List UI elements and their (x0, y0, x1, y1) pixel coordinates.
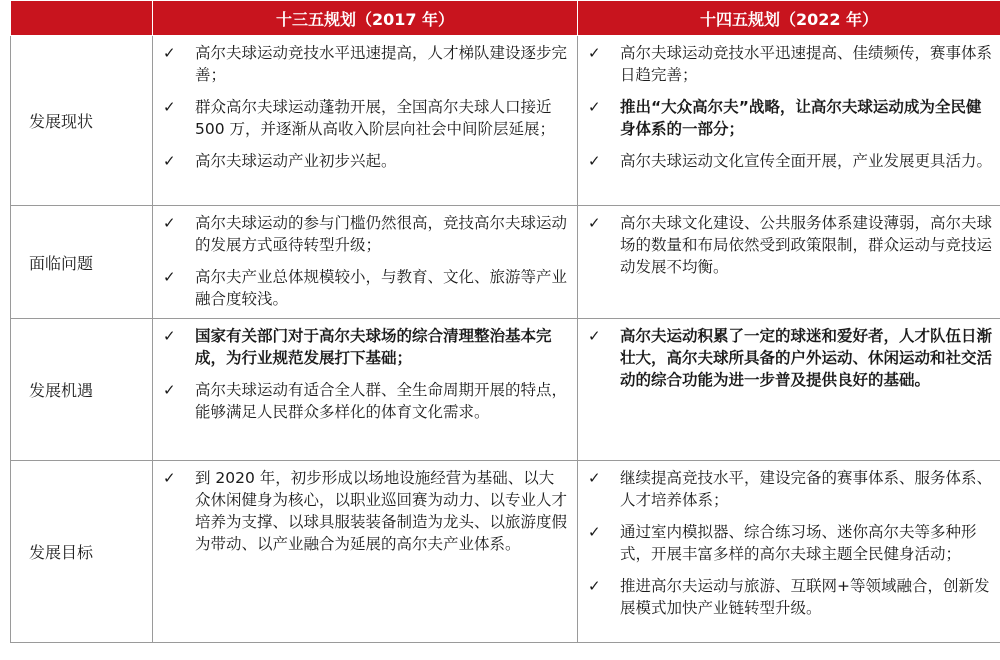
list-item (161, 467, 569, 555)
checkmark-icon: ✓ (588, 327, 601, 345)
header-row (11, 1, 1000, 36)
row-label: 发展目标 (11, 461, 153, 643)
item-text: 高尔夫球运动文化宣传全面开展，产业发展更具活力。 (620, 152, 993, 170)
cell-14th-plan (578, 461, 1000, 643)
list-item (586, 212, 992, 278)
checkmark-icon: ✓ (163, 152, 176, 170)
cell-13th-plan (153, 319, 578, 461)
list-item (586, 325, 992, 391)
checkmark-icon: ✓ (163, 268, 176, 286)
checkmark-icon: ✓ (588, 44, 601, 62)
item-text: 群众高尔夫球运动蓬勃开展，全国高尔夫球人口接近 500 万，并逐渐从高收入阶层向社会中间阶层延展； (195, 98, 556, 138)
list-item (586, 42, 992, 86)
list-item (586, 467, 992, 511)
cell-13th-plan (153, 36, 578, 206)
list-item (161, 325, 569, 369)
header-empty-cell (11, 1, 153, 36)
checkmark-icon: ✓ (588, 98, 601, 116)
checkmark-icon: ✓ (163, 98, 176, 116)
item-text: 推出“大众高尔夫”战略，让高尔夫球运动成为全民健身体系的一部分； (620, 98, 982, 138)
checkmark-icon: ✓ (163, 381, 176, 399)
checkmark-icon: ✓ (588, 469, 601, 487)
header-13th-plan: 十三五规划（2017 年） (153, 1, 578, 36)
list-item (161, 212, 569, 256)
row-label: 发展现状 (11, 36, 153, 206)
checkmark-icon: ✓ (588, 214, 601, 232)
item-text: 高尔夫球运动竞技水平迅速提高、佳绩频传，赛事体系日趋完善； (620, 44, 993, 84)
list-item (161, 96, 569, 140)
list-item (586, 521, 992, 565)
list-item (586, 575, 992, 619)
checkmark-icon: ✓ (163, 44, 176, 62)
item-text: 高尔夫产业总体规模较小，与教育、文化、旅游等产业融合度较浅。 (195, 268, 568, 308)
list-item (161, 379, 569, 423)
checkmark-icon: ✓ (588, 152, 601, 170)
item-text: 高尔夫球运动有适合全人群、全生命周期开展的特点，能够满足人民群众多样化的体育文化需求。 (195, 381, 568, 421)
cell-13th-plan (153, 461, 578, 643)
comparison-table (10, 0, 1000, 643)
item-text: 高尔夫运动积累了一定的球迷和爱好者，人才队伍日渐壮大，高尔夫球所具备的户外运动、休闲运动和社交活动的综合功能为进一步普及提供良好的基础。 (620, 327, 993, 389)
item-text: 高尔夫球运动竞技水平迅速提高，人才梯队建设逐步完善； (195, 44, 568, 84)
checkmark-icon: ✓ (163, 469, 176, 487)
checkmark-icon: ✓ (163, 214, 176, 232)
table-row (11, 461, 1000, 643)
list-item (586, 96, 992, 140)
list-item (161, 266, 569, 310)
list-item (161, 42, 569, 86)
item-text: 高尔夫球运动产业初步兴起。 (195, 152, 397, 170)
item-text: 高尔夫球文化建设、公共服务体系建设薄弱，高尔夫球场的数量和布局依然受到政策限制，群众运动与竞技运动发展不均衡。 (620, 214, 993, 276)
item-text: 到 2020 年，初步形成以场地设施经营为基础、以大众休闲健身为核心，以职业巡回赛为动力、以专业人才培养为支撑、以球具服装装备制造为龙头、以旅游度假为带动、以产业融合为延展的高尔夫产业体系。 (195, 469, 568, 553)
row-label: 发展机遇 (11, 319, 153, 461)
row-label: 面临问题 (11, 206, 153, 319)
checkmark-icon: ✓ (163, 327, 176, 345)
table-row (11, 206, 1000, 319)
item-text: 继续提高竞技水平，建设完备的赛事体系、服务体系、人才培养体系； (620, 469, 993, 509)
table-row (11, 36, 1000, 206)
item-text: 国家有关部门对于高尔夫球场的综合清理整治基本完成，为行业规范发展打下基础； (195, 327, 552, 367)
item-text: 推进高尔夫运动与旅游、互联网+等领域融合，创新发展模式加快产业链转型升级。 (620, 577, 990, 617)
item-text: 高尔夫球运动的参与门槛仍然很高，竞技高尔夫球运动的发展方式亟待转型升级； (195, 214, 568, 254)
table-body (11, 36, 1000, 643)
cell-14th-plan (578, 206, 1000, 319)
cell-13th-plan (153, 206, 578, 319)
comparison-table-wrapper (10, 0, 1000, 643)
item-text: 通过室内模拟器、综合练习场、迷你高尔夫等多种形式，开展丰富多样的高尔夫球主题全民健身活动； (620, 523, 977, 563)
checkmark-icon: ✓ (588, 577, 601, 595)
cell-14th-plan (578, 319, 1000, 461)
list-item (586, 150, 992, 172)
cell-14th-plan (578, 36, 1000, 206)
table-row (11, 319, 1000, 461)
list-item (161, 150, 569, 172)
checkmark-icon: ✓ (588, 523, 601, 541)
header-14th-plan: 十四五规划（2022 年） (578, 1, 1000, 36)
